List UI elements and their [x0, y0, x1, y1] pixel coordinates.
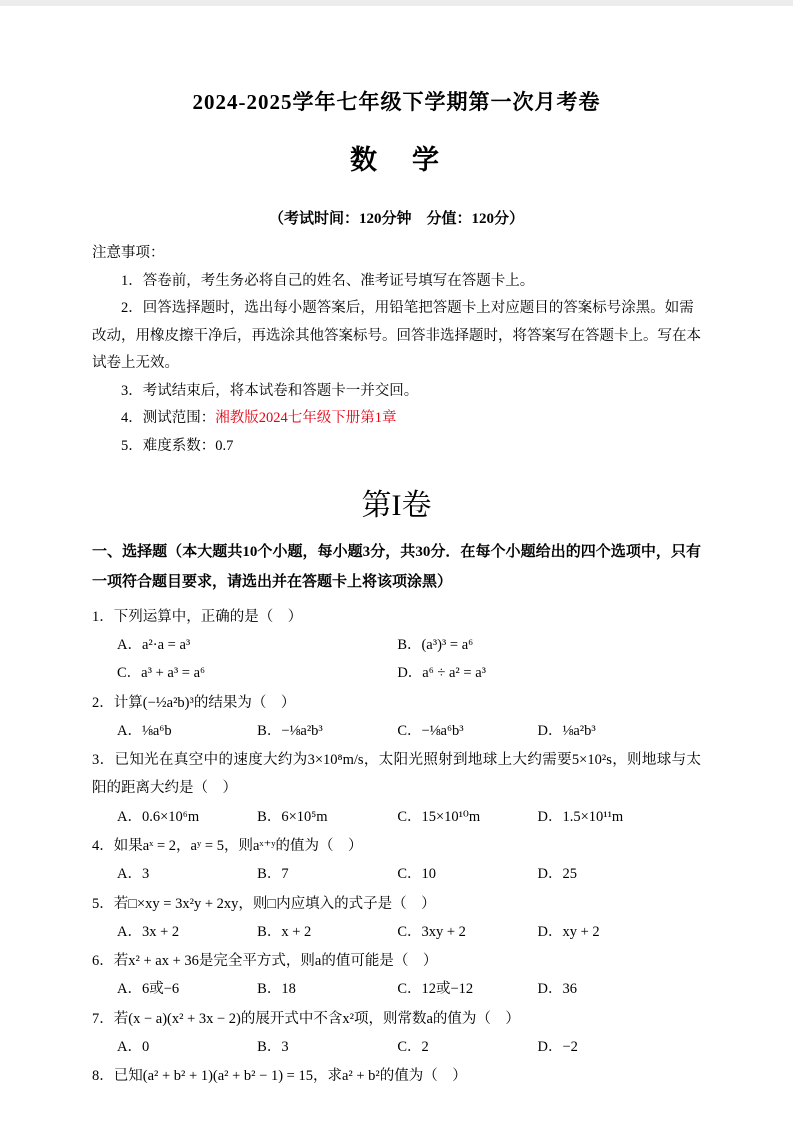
notice-text: 4．测试范围： [121, 410, 216, 427]
question-stem: 6．若x² + ax + 36是完全平方式，则a的值可能是（ ） [92, 953, 438, 970]
option-item: B．−⅛a²b³ [257, 722, 323, 739]
option-item: C．12或−12 [397, 981, 474, 998]
question-options [92, 631, 701, 688]
option-item: C．a³ + a³ = a⁶ [117, 665, 206, 682]
question-stem: 4．如果aˣ = 2，aʸ = 5，则aˣ⁺ʸ的值为（ ） [92, 838, 363, 854]
option-item: D．a⁶ ÷ a² = a³ [397, 665, 486, 682]
notice-item [92, 268, 701, 296]
option-item: C．−⅛a⁶b³ [397, 722, 464, 739]
question-block [92, 1062, 701, 1090]
notice-range-highlight: 湘教版2024七年级下册第1章 [215, 410, 397, 427]
option-item: C．10 [397, 866, 436, 883]
option-item: D．36 [537, 981, 577, 998]
option-item: A．3x + 2 [117, 923, 180, 940]
notice-item [92, 378, 701, 406]
question-block [92, 1005, 701, 1062]
option-item: C．2 [397, 1038, 429, 1055]
notice-text: 5．难度系数：0.7 [121, 437, 234, 454]
option-item: D．xy + 2 [537, 923, 600, 940]
notice-text: 2．回答选择题时，选出每小题答案后，用铅笔把答题卡上对应题目的答案标号涂黑。如需改动，用橡皮擦干净后，再选涂其他答案标号。回答非选择题时，将答案写在答题卡上。写在本试卷上无效。 [92, 300, 701, 372]
option-item: B．x + 2 [257, 923, 312, 940]
option-item: A．0.6×10⁶m [117, 808, 200, 825]
question-options [92, 803, 701, 831]
notice-item [92, 295, 701, 378]
question-block [92, 603, 701, 688]
question-block [92, 947, 701, 1004]
notice-text: 3．考试结束后，将本试卷和答题卡一并交回。 [121, 382, 419, 399]
option-item: D．25 [537, 866, 577, 883]
option-item: A．a²·a = a³ [117, 637, 191, 654]
question-block [92, 746, 701, 831]
notice-item [92, 405, 701, 433]
question-stem: 2．计算(−½a²b)³的结果为（ ） [92, 694, 296, 711]
notice-item [92, 433, 701, 461]
option-item: D．−2 [537, 1038, 578, 1055]
question-stem: 8．已知(a² + b² + 1)(a² + b² − 1) = 15，求a² + b²的值为（ ） [92, 1068, 467, 1085]
option-item: B．3 [257, 1038, 289, 1055]
question-options [92, 918, 701, 946]
page-top-edge [0, 0, 793, 6]
question-block [92, 689, 701, 746]
question-stem: 1．下列运算中，正确的是（ ） [92, 608, 303, 625]
question-options [92, 975, 701, 1003]
option-item: A．0 [117, 1038, 150, 1055]
option-item: A．3 [117, 866, 150, 883]
notices-title: 注意事项： [92, 245, 165, 261]
option-item: D．⅛a²b³ [537, 722, 596, 739]
exam-info: （考试时间：120分钟 分值：120分） [268, 211, 524, 227]
question-stem: 7．若(x − a)(x² + 3x − 2)的展开式中不含x²项，则常数a的值为（ ） [92, 1010, 520, 1027]
question-options [92, 860, 701, 888]
option-item: A．⅛a⁶b [117, 722, 172, 739]
question-stem: 5．若□×xy = 3x²y + 2xy，则□内应填入的式子是（ ） [92, 895, 436, 912]
option-item: B．(a³)³ = a⁶ [397, 637, 474, 654]
option-item: A．6或−6 [117, 981, 180, 998]
notice-text: 1．答卷前，考生务必将自己的姓名、准考证号填写在答题卡上。 [121, 272, 535, 289]
notices-section [92, 240, 701, 460]
question-options [92, 717, 701, 745]
question-options [92, 1033, 701, 1061]
question-stem: 3．已知光在真空中的速度大约为3×10⁸m/s，太阳光照射到地球上大约需要5×10²s，则地球与太阳的距离大约是（ ） [92, 752, 701, 797]
option-item: B．7 [257, 866, 289, 883]
part-title: 第I卷 [361, 489, 432, 523]
page-title: 2024-2025学年七年级下学期第一次月考卷 [192, 90, 601, 114]
question-block [92, 890, 701, 947]
subject-title: 数 学 [350, 145, 443, 175]
section-heading: 一、选择题（本大题共10个小题，每小题3分，共30分．在每个小题给出的四个选项中，只有一项符合题目要求，请选出并在答题卡上将该项涂黑） [92, 544, 701, 590]
question-block [92, 832, 701, 889]
option-item: C．3xy + 2 [397, 923, 466, 940]
option-item: B．6×10⁵m [257, 808, 328, 825]
option-item: B．18 [257, 981, 296, 998]
option-item: C．15×10¹⁰m [397, 808, 481, 825]
option-item: D．1.5×10¹¹m [537, 808, 624, 825]
